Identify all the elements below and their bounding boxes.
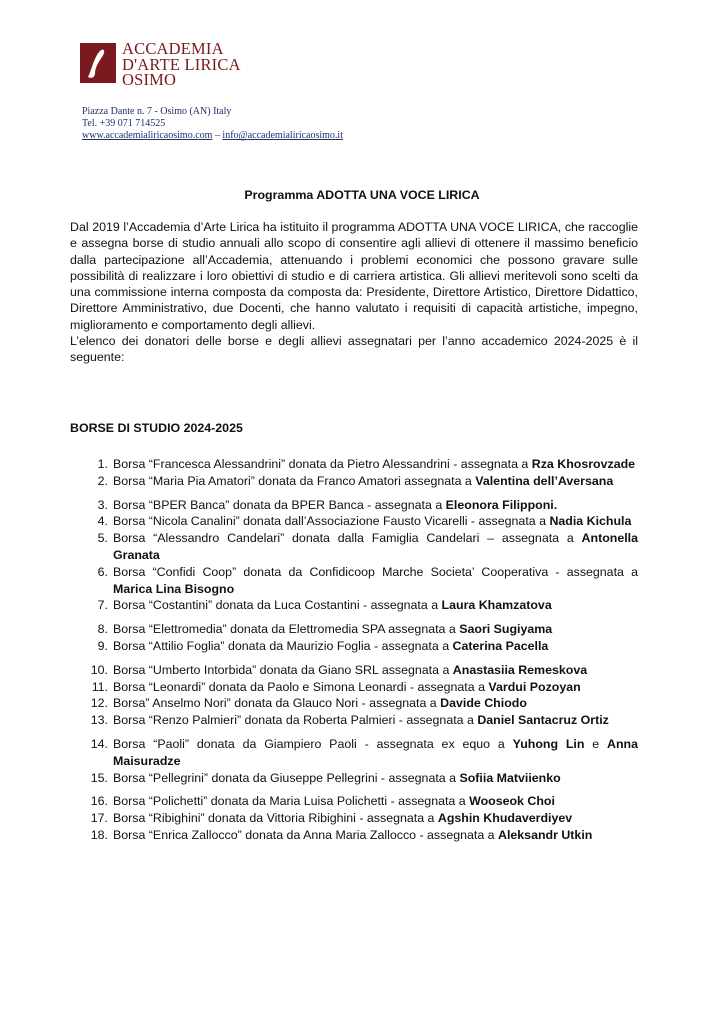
item-number: 12. bbox=[90, 696, 108, 711]
logo-line-2: D'ARTE LIRICA bbox=[122, 54, 241, 74]
item-text: Borsa “Confidi Coop” donata da Confidicoop Marche Societa’ Cooperativa - assegnata a bbox=[113, 564, 638, 579]
contact-block bbox=[82, 106, 343, 143]
item-number: 5. bbox=[97, 531, 108, 546]
list-item bbox=[86, 638, 638, 655]
item-text: Borsa “Elettromedia” donata da Elettromedia SPA assegnata a bbox=[113, 622, 460, 637]
item-recipient: Aleksandr Utkin bbox=[498, 827, 593, 842]
item-recipient: Vardui Pozoyan bbox=[488, 679, 581, 694]
web-email-line bbox=[82, 130, 343, 142]
item-text: Borsa “Paoli” donata da Giampiero Paoli - assegnata ex equo a bbox=[113, 736, 513, 751]
email-link[interactable]: info@accademialiricaosimo.it bbox=[222, 130, 343, 142]
website-link[interactable]: www.accademialiricaosimo.com bbox=[82, 130, 213, 142]
item-number: 7. bbox=[97, 598, 108, 613]
item-conjunction: e bbox=[584, 736, 608, 751]
phone: Tel. +39 071 714525 bbox=[82, 118, 166, 130]
item-text: Borsa “Ribighini” donata da Vittoria Ribighini - assegnata a bbox=[113, 811, 438, 826]
logo-line-3: OSIMO bbox=[122, 70, 177, 89]
item-number: 15. bbox=[90, 770, 108, 785]
list-item bbox=[86, 736, 638, 770]
item-text: Borsa “Costantini” donata da Luca Costantini - assegnata a bbox=[113, 598, 442, 613]
list-item bbox=[86, 695, 638, 712]
item-recipient-2: Anna Maisuradze bbox=[113, 736, 638, 768]
item-number: 11. bbox=[91, 679, 108, 694]
list-item bbox=[86, 597, 638, 614]
item-recipient: Wooseok Choi bbox=[469, 794, 555, 809]
item-text: Borsa “Alessandro Candelari” donata dalla Famiglia Candelari – assegnata a bbox=[113, 531, 582, 546]
item-number: 18. bbox=[90, 827, 108, 842]
item-number: 13. bbox=[90, 713, 108, 728]
item-recipient: Rza Khosrovzade bbox=[531, 457, 636, 471]
item-number: 3. bbox=[97, 497, 108, 512]
document-title: Programma ADOTTA UNA VOCE LIRICA bbox=[244, 188, 480, 202]
address: Piazza Dante n. 7 - Osimo (AN) Italy bbox=[82, 106, 232, 117]
list-item bbox=[86, 564, 638, 598]
list-item bbox=[86, 770, 638, 787]
item-recipient: Anastasiia Remeskova bbox=[452, 662, 588, 677]
item-text: Borsa “Enrica Zallocco” donata da Anna Maria Zallocco - assegnata a bbox=[113, 827, 498, 842]
item-text: Borsa” Anselmo Nori” donata da Glauco Nori - assegnata a bbox=[113, 696, 441, 711]
item-text: Borsa “Nicola Canalini” donata dall’Associazione Fausto Vicarelli - assegnata a bbox=[113, 514, 550, 529]
item-recipient: Daniel Santacruz Ortiz bbox=[477, 713, 609, 728]
list-item bbox=[86, 456, 638, 473]
intro-paragraph-1: Dal 2019 l’Accademia d’Arte Lirica ha istituito il programma ADOTTA UNA VOCE LIRICA, che raccoglie e assegna borse di studio annuali allo scopo di consentire agli allievi di ottenere il massimo beneficio dalla partecipazione all’Accademia, attenuando i problemi economici che possono gravare sulle possibilità di realizzare i loro obiettivi di studio e di carriera artistica. Gli allievi meritevoli sono scelti da una commissione interna composta da composta da: Presidente, Direttore Artistico, Direttore Didattico, Direttore Amministrativo, due Docenti, che hanno valutato i requisiti di capacità artistiche, impegno, miglioramento e comportamento degli allievi. bbox=[70, 220, 638, 332]
item-text: Borsa “Umberto Intorbida” donata da Giano SRL assegnata a bbox=[113, 662, 453, 677]
item-text: Borsa “Polichetti” donata da Maria Luisa Polichetti - assegnata a bbox=[113, 794, 470, 809]
item-text: Borsa “Francesca Alessandrini” donata da Pietro Alessandrini - assegnata a bbox=[113, 457, 532, 471]
item-recipient: Davide Chiodo bbox=[440, 696, 527, 711]
scholarship-list bbox=[86, 456, 638, 844]
item-number: 16. bbox=[90, 794, 108, 809]
intro-text bbox=[70, 219, 638, 366]
list-item bbox=[86, 621, 638, 638]
intro-paragraph-2: L’elenco dei donatori delle borse e degli allievi assegnatari per l’anno accademico 2024-2025 è il seguente: bbox=[70, 334, 638, 365]
list-item bbox=[86, 679, 638, 696]
item-recipient: Saori Sugiyama bbox=[459, 622, 553, 637]
item-recipient: Eleonora Filipponi. bbox=[445, 497, 558, 512]
item-number: 10. bbox=[90, 662, 108, 677]
academy-name bbox=[122, 41, 241, 88]
item-number: 1. bbox=[97, 457, 108, 471]
list-item bbox=[86, 530, 638, 564]
item-recipient: Caterina Pacella bbox=[452, 638, 549, 653]
item-text: Borsa “Leonardi” donata da Paolo e Simona Leonardi - assegnata a bbox=[113, 679, 489, 694]
item-text: Borsa “BPER Banca” donata da BPER Banca - assegnata a bbox=[113, 497, 446, 512]
item-number: 2. bbox=[97, 473, 108, 488]
list-item bbox=[86, 827, 638, 844]
item-text: Borsa “Attilio Foglia” donata da Maurizio Foglia - assegnata a bbox=[113, 638, 453, 653]
list-item bbox=[86, 662, 638, 679]
item-recipient: Yuhong Lin bbox=[512, 736, 585, 751]
item-number: 4. bbox=[97, 514, 108, 529]
logo-line-1: ACCADEMIA bbox=[122, 39, 224, 58]
list-item bbox=[86, 793, 638, 810]
item-text: Borsa “Maria Pia Amatori” donata da Franco Amatori assegnata a bbox=[113, 473, 476, 488]
item-number: 6. bbox=[97, 564, 108, 579]
item-number: 9. bbox=[97, 638, 108, 653]
list-item bbox=[86, 513, 638, 530]
item-recipient: Nadia Kichula bbox=[549, 514, 632, 529]
item-number: 17. bbox=[90, 811, 108, 826]
item-text: Borsa “Pellegrini” donata da Giuseppe Pellegrini - assegnata a bbox=[113, 770, 460, 785]
academy-logo bbox=[80, 41, 280, 101]
item-number: 14. bbox=[90, 736, 108, 751]
item-recipient: Marica Lina Bisogno bbox=[113, 581, 235, 596]
item-recipient: Sofiia Matviienko bbox=[459, 770, 561, 785]
list-item bbox=[86, 473, 638, 490]
item-recipient: Valentina dell’Aversana bbox=[475, 473, 614, 488]
item-number: 8. bbox=[97, 622, 108, 637]
academy-logo-mark-icon bbox=[80, 43, 116, 83]
list-item bbox=[86, 497, 638, 514]
list-item bbox=[86, 810, 638, 827]
link-separator: – bbox=[212, 130, 223, 142]
list-item bbox=[86, 712, 638, 729]
item-recipient: Agshin Khudaverdiyev bbox=[437, 811, 573, 826]
item-recipient: Antonella Granata bbox=[113, 531, 638, 562]
item-recipient: Laura Khamzatova bbox=[441, 598, 552, 613]
section-heading: BORSE DI STUDIO 2024-2025 bbox=[70, 421, 243, 435]
item-text: Borsa “Renzo Palmieri” donata da Roberta Palmieri - assegnata a bbox=[113, 713, 478, 728]
